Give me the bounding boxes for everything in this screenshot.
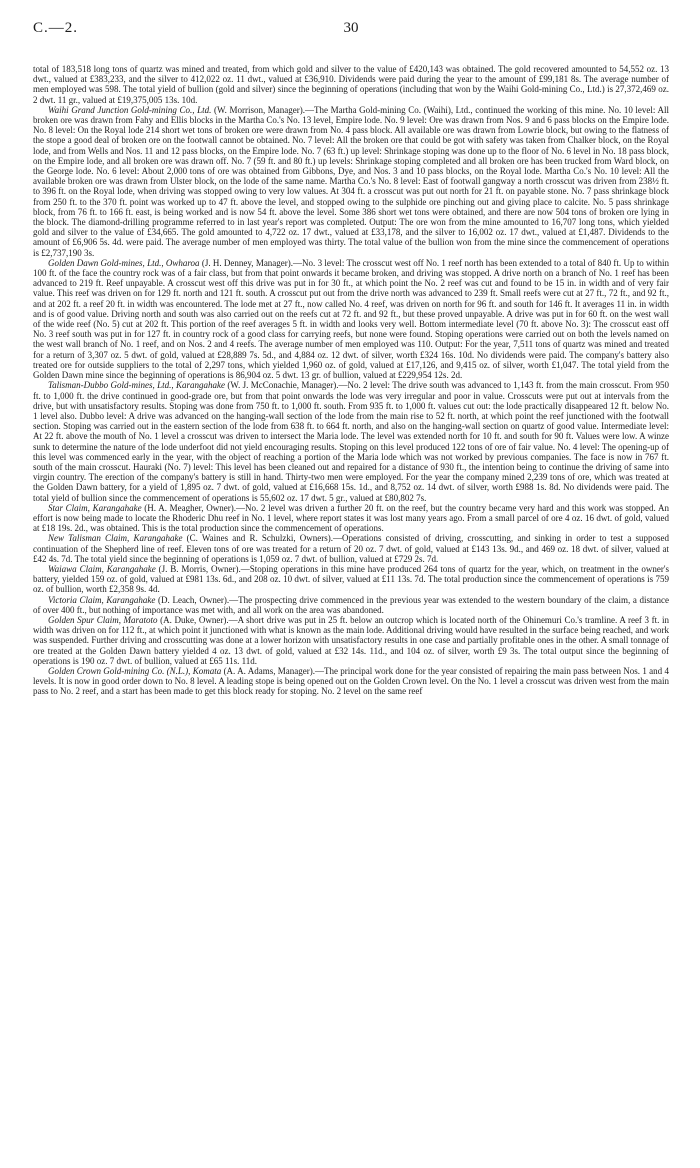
paragraph-text: (A. A. Adams, Manager).—The principal work done for the year consisted of repairing the main pass between Nos. 1 and 4 levels. It is now in good order down to No. 8 level. A leading stope is being opened out on the Golden Crown level. On the No. 1 level a crosscut was driven west from the main pass to No. 2 reef, and a start has been made to get this block ready for stoping. No. 2 level on the same reef (33, 665, 669, 697)
company-name: Waihi Grand Junction Gold-mining Co., Ltd. (48, 104, 212, 115)
paragraph-text: (J. B. Morris, Owner).—Stoping operations in this mine have produced 264 tons of quartz for the year, which, on treatment in the owner's battery, yielded 159 oz. of gold, valued at £981 13s. 6d., and 208 oz. 10 dwt. of silver, valued at £11 13s. 7d. The total production since the commencement of operations is 759 oz. of bullion, worth £2,358 9s. 4d. (33, 563, 669, 595)
paragraph-new-talisman (33, 533, 669, 564)
paragraph-intro (33, 64, 669, 105)
company-name: Golden Crown Gold-mining Co. (N.L.), Komata (48, 665, 222, 676)
paragraph-text: (C. Waines and R. Schulzki, Owners).—Operations consisted of driving, crosscutting, and sinking in order to test a supposed continuation of the Shepherd line of reef. Eleven tons of ore was treated for a return of 20 oz. 7 dwt. of gold, valued at £143 13s. 9d., and 469 oz. 18 dwt. of silver, valued at £42 4s. 7d. The total yield since the beginning of operations is 1,059 oz. 7 dwt. of bullion, valued at £729 2s. 7d. (33, 533, 669, 564)
paragraph-text: (H. A. Meagher, Owner).—No. 2 level was driven a further 20 ft. on the reef, but the country became very hard and this work was stopped. An effort is now being made to locate the Rhoderic Dhu reef in No. 1 level, where report states it was lost many years ago. From a small parcel of ore 4 oz. 16 dwt. of gold, valued at £18 19s. 2d., was obtained. This is the total production since the commencement of operations. (33, 502, 669, 534)
body-text (33, 64, 669, 697)
paragraph-text: (W. Morrison, Manager).—The Martha Gold-mining Co. (Waihi), Ltd., continued the working of this mine. No. 10 level: All broken ore was drawn from Fahy and Ellis blocks in the Martha Co.'s No. 13 level, Empire lode. No. 9 level: Ore was drawn from Nos. 9 and 6 pass blocks on the Empire lode. No. 8 level: On the Royal lode 214 short wet tons of broken ore were drawn from No. 4 pass block. All available ore was drawn from Lowrie block, but owing to the flatness of the stope a good deal of broken ore on the footwall cannot be obtained. No. 7 level: All the broken ore that could be got with safety was taken from Chalker block, on the Royal lode, and from Wells and Nos. 11 and 12 pass blocks, on the Empire lode. No. 7 (63 ft.) up level: Shrinkage stoping was done up to the floor of No. 6 level in No. 18 pass block, on the Empire lode, and all broken ore was drawn off. No. 7 (59 ft. and 80 ft.) up levels: Shrinkage stoping completed and all broken ore has been trucked from Ward block, on the George lode. No. 6 level: About 2,000 tons of ore was obtained from Gibbons, Dye, and Nos. 3 and 10 pass blocks, on the Royal lode. Martha Co.'s No. 10 level: All the available broken ore was drawn from Ulster block, on the lode of the same name. Martha Co.'s No. 8 level: East of footwall gangway a north crosscut was driven from 238½ ft. to 396 ft. on the Royal lode, when driving was stopped owing to very low values. At 304 ft. a crosscut was put out north for 21 ft. on payable stone. No. 7 pass shrinkage block from 250 ft. to the 370 ft. point was worked up to 47 ft. above the level, and stopped owing to the sulphide ore pinching out and giving place to calcite. No. 5 pass shrinkage block, from 76 ft. to 166 ft. east, is being worked and is now 54 ft. above the level. Some 386 short wet tons were obtained, and there are now 504 tons of broken ore lying in the block. The diamond-drilling programme referred to in last year's report was completed. Output: The ore won from the mine amounted to 16,707 long tons, which yielded gold and silver to the value of £34,665. The gold amounted to 4,722 oz. 17 dwt., valued at £33,178, and the silver to 16,002 oz. 17 dwt., valued at £1,487. Dividends to the amount of £6,906 5s. 4d. were paid. The average number of men employed was thirty. The total value of the bullion won from the mine since the commencement of operations is £2,737,190 3s. (33, 104, 670, 258)
page-header (33, 20, 669, 42)
company-name: Golden Spur Claim, Maratoto (48, 614, 158, 625)
paragraph-text: (J. H. Denney, Manager).—No. 3 level: The crosscut west off No. 1 reef north has been extended to a total of 840 ft. Up to within 100 ft. of the face the country rock was of a fair class, but from that point onwards it became broken, and driving was stopped. A drive north on a branch of No. 1 reef has been advanced to 219 ft. Reef unpayable. A crosscut west off this drive was put in for 30 ft., at which point the No. 2 reef was cut and found to be 15 in. in width and of very fair value. This reef was driven on for 129 ft. north and 121 ft. south. A crosscut put out from the drive north was advanced to 239 ft. Small reefs were cut at 27 ft., 72 ft., and 92 ft., and at 202 ft. a reef 20 ft. in width was encountered. The lode met at 27 ft., now called No. 4 reef, was driven on north for 96 ft. and south for 146 ft. It averages 11 in. in width and is of good value. Driving north and south was also carried out on the reefs cut at 72 ft. and 92 ft., but these proved unpayable. A drive was put in for 60 ft. on the west wall of the wide reef (No. 5) cut at 202 ft. This portion of the reef averages 5 ft. in width and looks very well. Bottom intermediate level (70 ft. above No. 3): The crosscut east off No. 3 reef south was put in for 127 ft. in country rock of a good class for carrying reefs, but none were found. Stoping operations were carried out on both the levels named on the west wall branch of No. 1 reef, and on Nos. 2 and 4 reefs. The average number of men employed was 110. Output: For the year, 7,511 tons of quartz was mined and treated for a return of 3,307 oz. 5 dwt. of gold, valued at £28,889 7s. 5d., and 4,884 oz. 12 dwt. of silver, worth £324 16s. 10d. No dividends were paid. The company's battery also treated ore for outside suppliers to the total of 2,297 tons, which yielded 1,960 oz. of gold, valued at £17,126, and 9,415 oz. of silver, worth £1,047. The total yield from the Golden Dawn mine since the beginning of operations is 86,904 oz. 5 dwt. 13 gr. of bullion, valued at £229,954 12s. 2d. (33, 257, 670, 381)
company-name: Star Claim, Karangahake (48, 502, 142, 513)
company-name: Waiawa Claim, Karangahake (48, 563, 156, 574)
paragraph-golden-spur (33, 615, 669, 666)
paragraph-text: (W. J. McConachie, Manager).—No. 2 level: The drive south was advanced to 1,143 ft. from the main crosscut. From 950 ft. to 1,000 ft. the drive continued in good-grade ore, but from that point onwards the lode was very irregular and poor in value. Crosscuts were put out at intervals from the drive, but with unsatisfactory results. Stoping was done from 750 ft. to 1,000 ft. south. From 935 ft. to 1,000 ft. values cut out: the lode practically disappeared 12 ft. below No. 1 level also. Dubbo level: A drive was advanced on the hanging-wall section of the lode from the main rise to 52 ft. north, at which point the reef junctioned with the footwall section. Stoping was carried out in the eastern section of the lode from 638 ft. to 664 ft. north, and also on the hanging-wall section on quartz of good value. Intermediate level: At 22 ft. above the mouth of No. 1 level a crosscut was driven to intersect the Maria lode. The level was extended north for 10 ft. and south for 90 ft. Values were low. A winze sunk to determine the nature of the lode underfoot did not yield encouraging results. Stoping on this level produced 122 tons of ore of fair value. No. 4 level: The opening-up of this level was commenced early in the year, with the object of reaching a portion of the Maria lode which was not worked by previous companies. The face is now in 767 ft. south of the main crosscut. Hauraki (No. 7) level: This level has been cleaned out and repaired for a distance of 930 ft., the intention being to continue the driving of same into virgin country. The erection of the company's battery is still in hand. Thirty-two men were employed. For the year the company mined 2,239 tons of ore, which was treated at the Golden Dawn battery, for a yield of 1,895 oz. 7 dwt. of gold, valued at £16,668 15s. 1d., and 8,752 oz. 14 dwt. of silver, worth £988 1s. 8d. No dividends were paid. The total yield of bullion since the commencement of operations is 55,602 oz. 17 dwt. 5 gr., valued at £80,802 7s. (33, 380, 669, 503)
page-number: 30 (343, 20, 359, 36)
company-name: Talisman-Dubbo Gold-mines, Ltd., Karangahake (48, 380, 225, 391)
paragraph-talisman-dubbo (33, 380, 669, 502)
paragraph-victoria (33, 595, 669, 615)
paragraph-text: (A. Duke, Owner).—A short drive was put in 25 ft. below an outcrop which is located north of the Ohinemuri Co.'s tramline. A reef 3 ft. in width was driven on for 112 ft., at which point it junctioned with what is known as the main lode. Additional driving would have resulted in the surface being reached, and work was suspended. Further driving and crosscutting was done at a lower horizon with unsatisfactory results in one case and partially profitable ones in the other. A small tonnage of ore treated at the Golden Dawn battery yielded 4 oz. 13 dwt. of gold, valued at £32 14s. 11d., and 104 oz. of silver, worth £9 3s. The total output since the beginning of operations is 190 oz. 7 dwt. of bullion, valued at £65 11s. 11d. (33, 614, 669, 666)
company-name: Golden Dawn Gold-mines, Ltd., Owharoa (48, 257, 200, 268)
paragraph-golden-crown (33, 666, 669, 697)
paragraph-waihi-grand-junction (33, 105, 669, 258)
company-name: Victoria Claim, Karangahake (48, 594, 156, 605)
paragraph-text: total of 183,518 long tons of quartz was mined and treated, from which gold and silver to the value of £420,143 was obtained. The gold recovered amounted to 54,552 oz. 13 dwt., valued at £383,233, and the silver to 412,022 oz. 11 dwt., valued at £36,910. Dividends were paid during the year to the amount of £99,181 8s. The average number of men employed was 598. The total yield of bullion (gold and silver) since the beginning of operations (including that won by the Waihi Gold-mining Co., Ltd.) is 27,372,469 oz. 2 dwt. 11 gr., valued at £19,375,005 13s. 10d. (33, 64, 669, 105)
paragraph-golden-dawn (33, 258, 669, 380)
company-name: New Talisman Claim, Karangahake (48, 533, 183, 544)
section-code: C.—2. (33, 20, 79, 36)
paragraph-text: (D. Leach, Owner).—The prospecting drive commenced in the previous year was extended to the western boundary of the claim, a distance of over 400 ft., but nothing of importance was met with, and all work on the area was abandoned. (33, 594, 669, 615)
paragraph-star-claim (33, 503, 669, 534)
paragraph-waiawa (33, 564, 669, 595)
